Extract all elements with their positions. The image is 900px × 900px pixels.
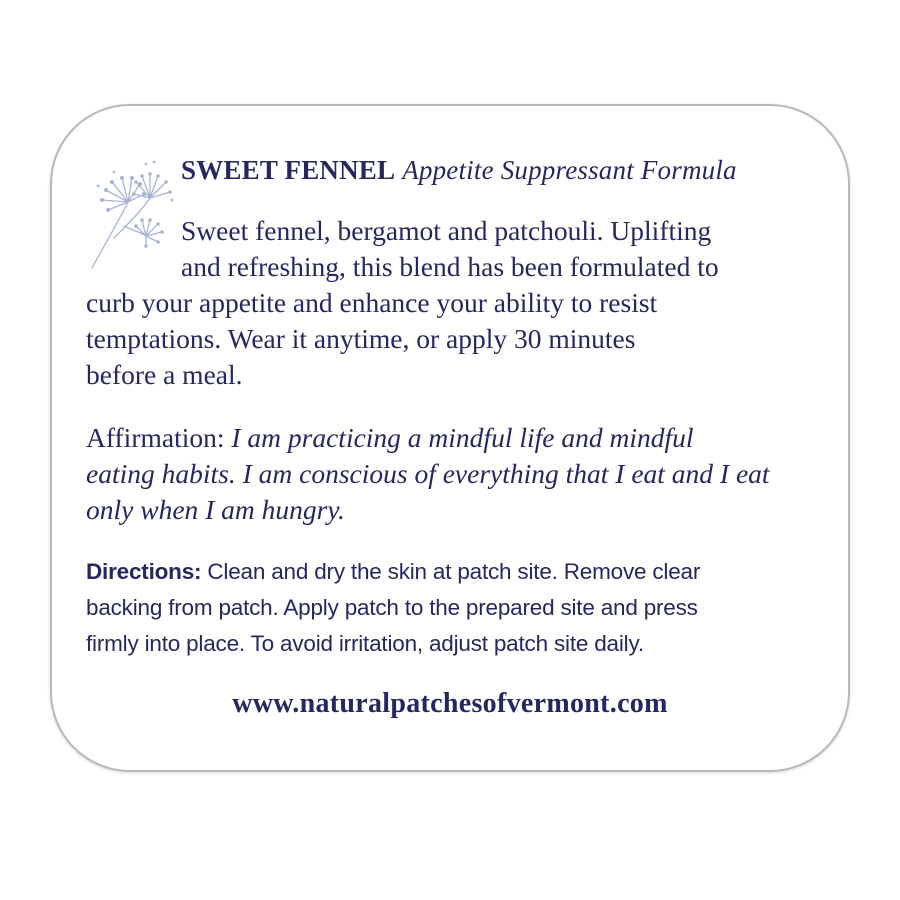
directions-text: Clean and dry the skin at patch site. Remove clear — [201, 559, 701, 584]
description-line: and refreshing, this blend has been formulated to — [181, 251, 719, 282]
affirmation-line — [86, 420, 694, 456]
directions-line — [86, 554, 700, 590]
directions-line: firmly into place. To avoid irritation, adjust patch site daily. — [86, 631, 644, 656]
description-line: Sweet fennel, bergamot and patchouli. Uplifting — [181, 215, 712, 246]
directions-line: backing from patch. Apply patch to the prepared site and press — [86, 595, 698, 620]
product-name: SWEET FENNEL — [181, 155, 396, 185]
affirmation-line: only when I am hungry. — [86, 494, 345, 525]
description-line: temptations. Wear it anytime, or apply 30 minutes — [86, 323, 636, 354]
website-url: www.naturalpatchesofvermont.com — [232, 688, 668, 719]
product-title — [181, 150, 737, 190]
affirmation-label: Affirmation: — [86, 422, 232, 453]
description-line: before a meal. — [86, 359, 243, 390]
directions-label: Directions: — [86, 559, 202, 584]
description-line: curb your appetite and enhance your ability to resist — [86, 287, 658, 318]
product-subtitle: Appetite Suppressant Formula — [402, 155, 737, 185]
affirmation-line: eating habits. I am conscious of everything that I eat and I eat — [86, 458, 770, 489]
affirmation-text: I am practicing a mindful life and mindful — [231, 422, 694, 453]
fennel-flower-icon — [84, 150, 180, 274]
